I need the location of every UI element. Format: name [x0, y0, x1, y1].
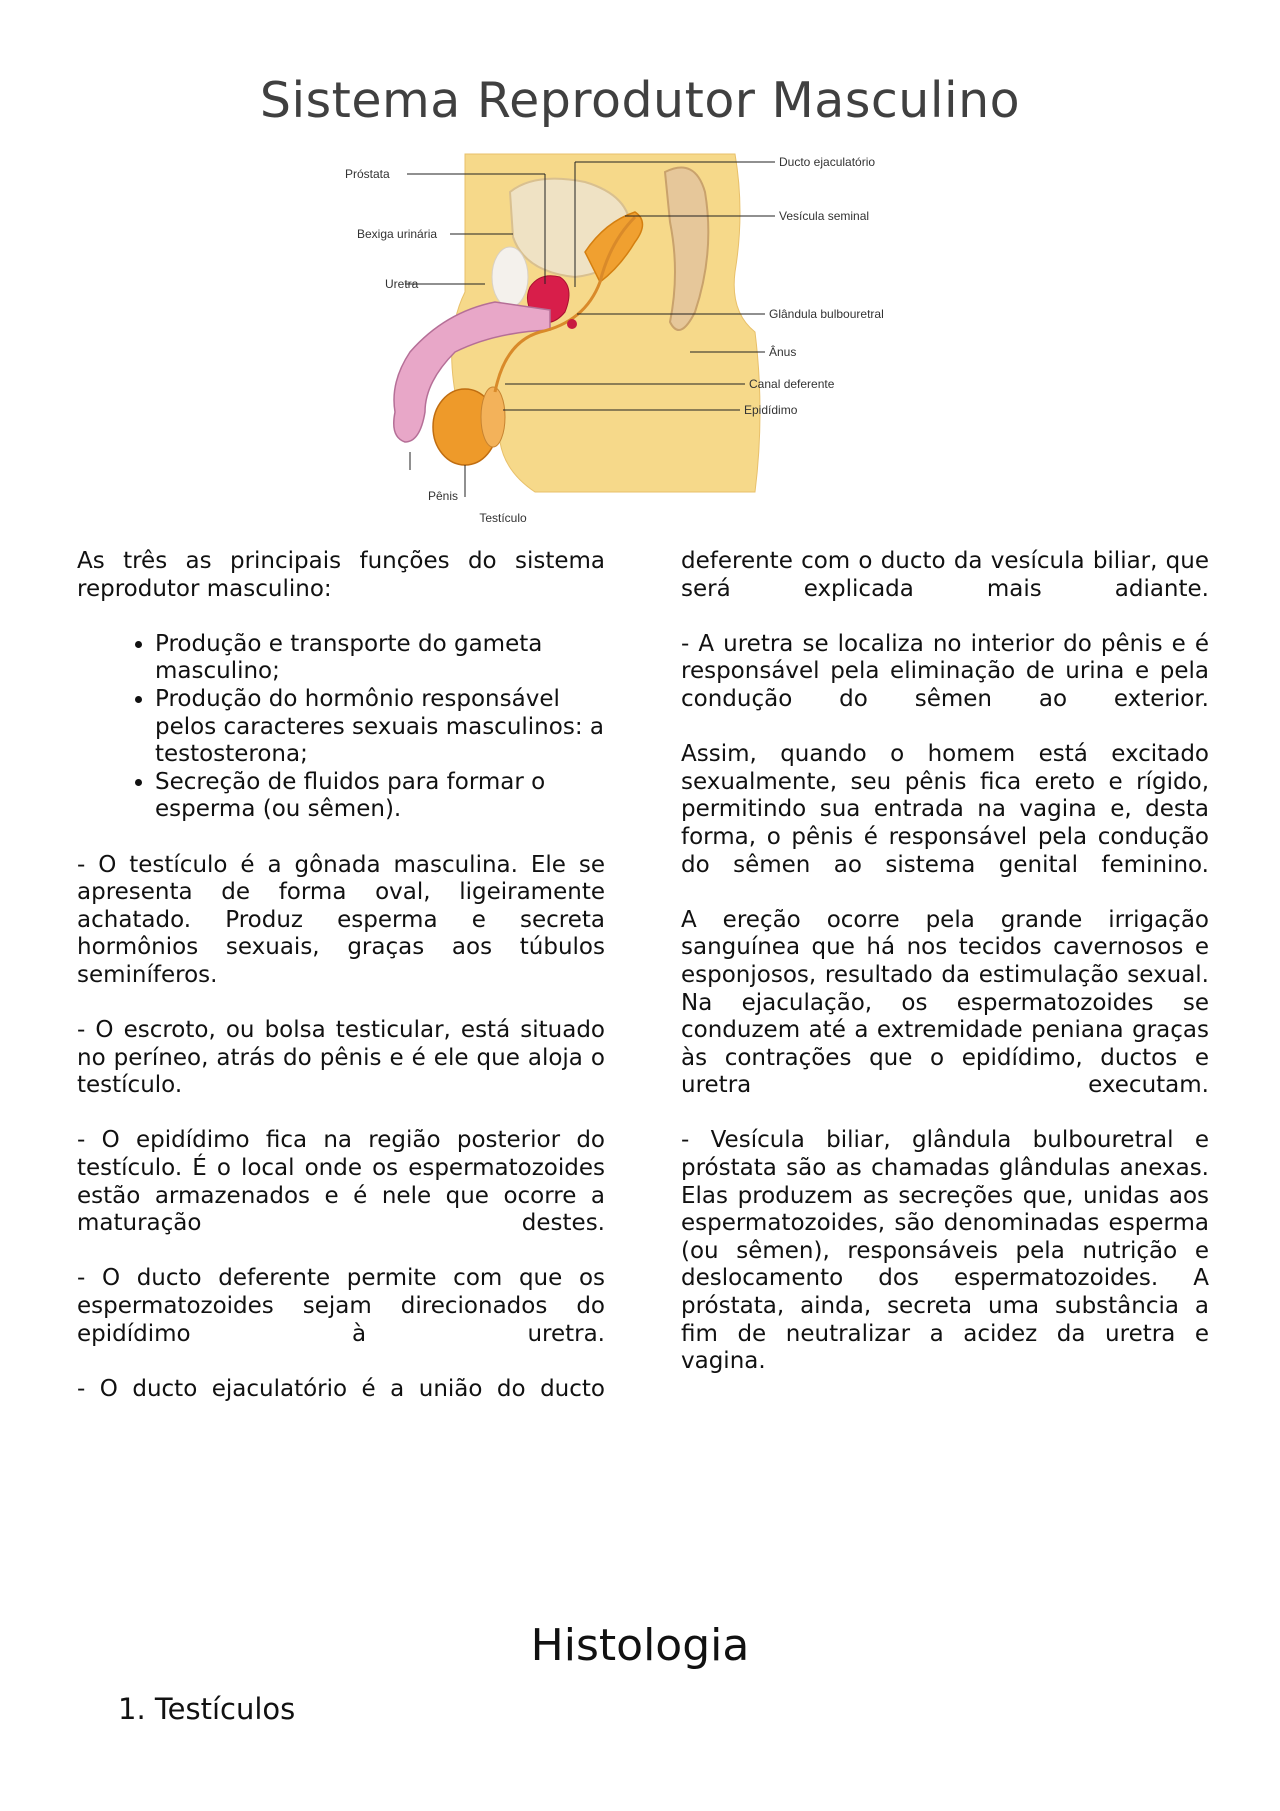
- functions-list: [77, 631, 605, 824]
- anatomy-illustration: [335, 152, 955, 524]
- list-item: • Produção e transporte do gameta masculino;: [155, 631, 605, 686]
- paragraph-excitacao: Assim, quando o homem está excitado sexualmente, seu pênis fica ereto e rígido, permitindo sua entrada na vagina e, desta forma, o pênis é responsável pela condução do sêmen ao sistema genital feminino.: [681, 741, 1209, 878]
- label-bexiga: Bexiga urinária: [357, 227, 438, 241]
- label-anus: Ânus: [769, 345, 797, 359]
- anatomy-svg: [335, 152, 955, 524]
- label-ducto-ejaculatorio: Ducto ejaculatório: [779, 155, 876, 169]
- list-item: • Produção do hormônio responsável pelos caracteres sexuais masculinos: a testosterona;: [155, 686, 605, 769]
- label-epididimo: Epidídimo: [744, 403, 798, 417]
- paragraph-epididimo: - O epidídimo fica na região posterior do testículo. É o local onde os espermatozoides estão armazenados e é nele que ocorre a maturação destes.: [77, 1127, 605, 1237]
- label-glandula-bulbouretral: Glândula bulbouretral: [769, 307, 884, 321]
- paragraph-erecao: A ereção ocorre pela grande irrigação sanguínea que há nos tecidos cavernosos e esponjosos, resultado da estimulação sexual. Na ejaculação, os espermatozoides se conduzem até a extremidade peniana graças às contrações que o epidídimo, ductos e uretra executam.: [681, 906, 1209, 1099]
- paragraph-uretra: - A uretra se localiza no interior do pênis e é responsável pela eliminação de urina e pela condução do sêmen ao exterior.: [681, 630, 1209, 712]
- subsection-title: 1. Testículos: [118, 1692, 296, 1726]
- label-uretra: Uretra: [385, 277, 419, 291]
- label-prostata: Próstata: [345, 167, 390, 181]
- paragraph-continuation: deferente com o ducto da vesícula biliar, que será explicada mais adiante.: [681, 548, 1209, 602]
- pubic-bone-shape: [492, 247, 528, 307]
- page-title: Sistema Reprodutor Masculino: [259, 72, 1021, 129]
- label-canal-deferente: Canal deferente: [749, 377, 835, 391]
- bulbourethral-gland-shape: [567, 319, 577, 329]
- section-title: Histologia: [530, 1620, 750, 1671]
- left-column: [77, 548, 605, 1431]
- list-item: • Secreção de fluidos para formar o esperma (ou sêmen).: [155, 769, 605, 824]
- paragraph-escroto: - O escroto, ou bolsa testicular, está situado no períneo, atrás do pênis e é ele que aloja o testículo.: [77, 1017, 605, 1099]
- label-vesicula-seminal: Vesícula seminal: [779, 209, 870, 223]
- paragraph-ducto-ejaculatorio: - O ducto ejaculatório é a união do ducto: [77, 1375, 605, 1402]
- paragraph-testiculo: - O testículo é a gônada masculina. Ele se apresenta de forma oval, ligeiramente achatado. Produz esperma e secreta hormônios sexuais, graças aos túbulos seminíferos.: [77, 851, 605, 988]
- paragraph-glandulas-anexas: - Vesícula biliar, glândula bulbouretral e próstata são as chamadas glândulas anexas. Elas produzem as secreções que, unidas aos espermatozoides, são denominadas esperma (ou sêmen), responsáveis pela nutrição e deslocamento dos espermatozoides. A próstata, ainda, secreta uma substância a fim de neutralizar a acidez da uretra e vagina.: [681, 1127, 1209, 1375]
- intro-paragraph: As três as principais funções do sistema reprodutor masculino:: [77, 548, 605, 602]
- label-penis: Pênis: [427, 489, 459, 503]
- paragraph-ducto-deferente: - O ducto deferente permite com que os espermatozoides sejam direcionados do epidídimo à uretra.: [77, 1265, 605, 1347]
- right-column: [681, 548, 1209, 1403]
- epididymis-shape: [481, 387, 505, 447]
- label-testiculo: Testículo: [479, 511, 527, 524]
